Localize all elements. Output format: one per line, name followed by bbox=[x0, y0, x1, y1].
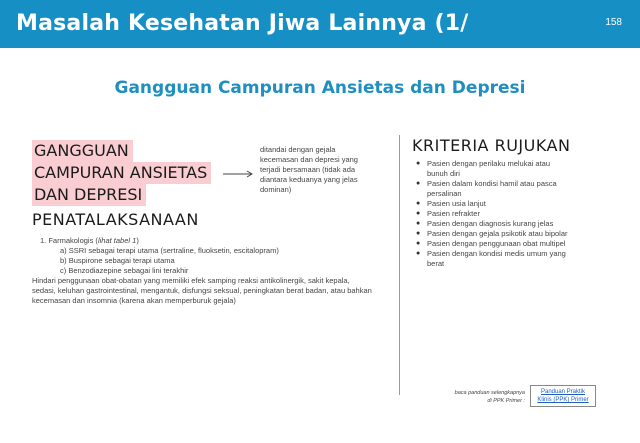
bullet-icon: ● bbox=[416, 160, 421, 167]
bullet-icon: ● bbox=[416, 210, 421, 217]
penatalaksanaan-note: Hindari penggunaan obat-obatan yang memiliki efek samping reaksi antikolinergik, sakit kepala, sedasi, keluhan gastrointestinal, mengantuk, disfungsi seksual, peningkatan berat badan, atau bahkan kecemasan dan insomnia (karena akan memperburuk gejala) bbox=[32, 276, 372, 305]
diagnosis-line-1: GANGGUAN bbox=[32, 140, 133, 162]
list-item bbox=[416, 159, 596, 179]
bullet-icon: ● bbox=[416, 240, 421, 247]
penatalaksanaan-heading: PENATALAKSANAAN bbox=[32, 210, 199, 229]
item-reference: lihat tabel 1 bbox=[97, 236, 137, 245]
ppk-primer-link[interactable] bbox=[530, 385, 596, 407]
list-item bbox=[40, 236, 279, 246]
arrow-right-icon bbox=[223, 170, 255, 178]
ppk-link-line: Panduan Praktik bbox=[540, 389, 586, 395]
list-subitem: a) SSRI sebagai terapi utama (sertraline, fluoksetin, escitalopram) bbox=[60, 246, 279, 255]
item-text: bunuh diri bbox=[427, 169, 460, 178]
list-item bbox=[416, 199, 596, 209]
footer-note-line: di PPK Primer : bbox=[487, 398, 525, 404]
diagnosis-line-3: DAN DEPRESI bbox=[32, 184, 146, 206]
item-text: persalinan bbox=[427, 189, 462, 198]
list-item bbox=[416, 209, 596, 219]
list-item bbox=[416, 229, 596, 239]
item-text: Pasien usia lanjut bbox=[427, 199, 486, 208]
footer-note-line: baca panduan selengkapnya bbox=[454, 390, 525, 396]
footer-note bbox=[420, 389, 525, 405]
ppk-link-line: Klinis (PPK) Primer bbox=[537, 397, 589, 403]
bullet-icon: ● bbox=[416, 220, 421, 227]
item-text: berat bbox=[427, 259, 445, 268]
column-divider bbox=[399, 135, 400, 395]
list-item bbox=[416, 239, 596, 249]
list-item bbox=[416, 249, 596, 269]
item-text: Pasien dengan gejala psikotik atau bipolar bbox=[427, 229, 568, 238]
item-suffix: ) bbox=[136, 236, 139, 245]
slide-title: Masalah Kesehatan Jiwa Lainnya (1/ bbox=[16, 11, 469, 36]
page-number: 158 bbox=[605, 17, 622, 28]
description-line: ditandai dengan gejala bbox=[260, 145, 336, 154]
bullet-icon: ● bbox=[416, 250, 421, 257]
diagnosis-title bbox=[32, 140, 211, 206]
kriteria-list bbox=[416, 159, 596, 269]
item-text: Pasien dengan diagnosis kurang jelas bbox=[427, 219, 554, 228]
item-text: Pasien dengan perilaku melukai atau bbox=[427, 159, 550, 168]
item-text: Pasien dengan penggunaan obat multipel bbox=[427, 239, 566, 248]
kriteria-heading: KRITERIA RUJUKAN bbox=[412, 136, 571, 155]
description-line: terjadi bersamaan (tidak ada bbox=[260, 165, 356, 174]
item-prefix: 1. Farmakologis ( bbox=[40, 236, 98, 245]
list-item bbox=[416, 179, 596, 199]
list-item bbox=[416, 219, 596, 229]
description-line: kecemasan dan depresi yang bbox=[260, 155, 358, 164]
bullet-icon: ● bbox=[416, 180, 421, 187]
bullet-icon: ● bbox=[416, 230, 421, 237]
penatalaksanaan-list bbox=[40, 236, 279, 276]
item-text: Pasien dalam kondisi hamil atau pasca bbox=[427, 179, 557, 188]
slide-subtitle: Gangguan Campuran Ansietas dan Depresi bbox=[114, 78, 526, 98]
diagnosis-line-2: CAMPURAN ANSIETAS bbox=[32, 162, 211, 184]
description-line: dominan) bbox=[260, 185, 292, 194]
list-subitem: c) Benzodiazepine sebagai lini terakhir bbox=[60, 266, 189, 275]
item-text: Pasien dengan kondisi medis umum yang bbox=[427, 249, 566, 258]
diagnosis-description bbox=[260, 145, 390, 195]
item-text: Pasien refrakter bbox=[427, 209, 480, 218]
description-line: diantara keduanya yang jelas bbox=[260, 175, 358, 184]
list-subitem: b) Buspirone sebagai terapi utama bbox=[60, 256, 175, 265]
bullet-icon: ● bbox=[416, 200, 421, 207]
header-bar bbox=[0, 0, 640, 48]
